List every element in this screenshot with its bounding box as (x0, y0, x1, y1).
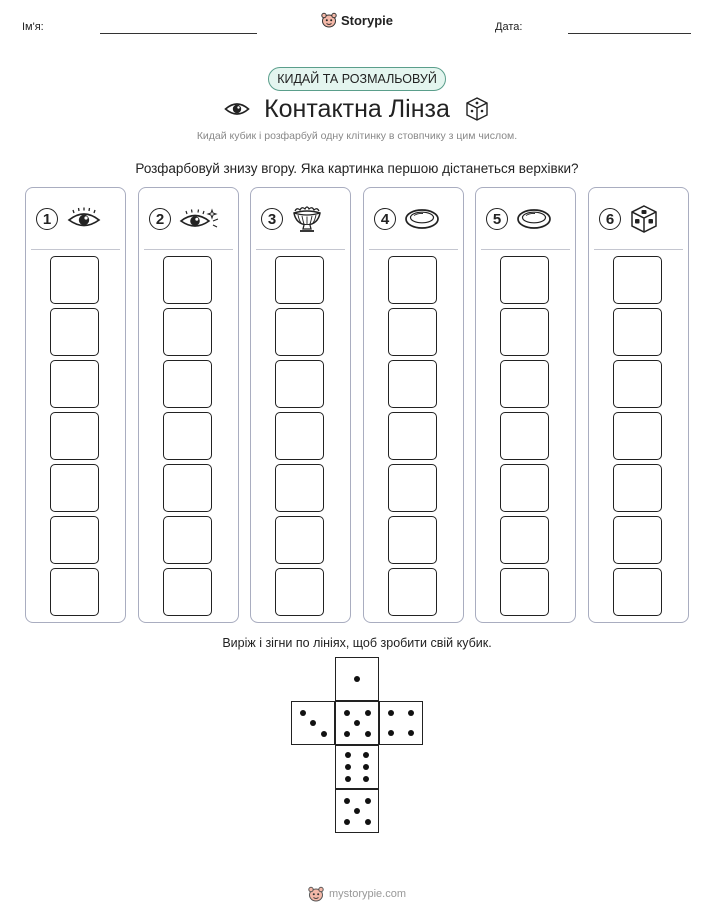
cell-stack (50, 256, 99, 620)
contact-lens-icon (516, 207, 552, 231)
coloring-cell[interactable] (388, 308, 437, 356)
column-divider (144, 249, 233, 250)
coloring-cell[interactable] (500, 568, 549, 616)
coloring-cell[interactable] (275, 308, 324, 356)
die-pip (388, 710, 394, 716)
die-pip (310, 720, 316, 726)
coloring-cell[interactable] (50, 464, 99, 512)
die-face-right (379, 701, 423, 745)
coloring-cell[interactable] (50, 256, 99, 304)
column-divider (31, 249, 120, 250)
column-header (149, 204, 232, 234)
coloring-cell[interactable] (613, 412, 662, 460)
coloring-cell[interactable] (50, 568, 99, 616)
column-1 (25, 187, 126, 623)
coloring-cell[interactable] (613, 464, 662, 512)
die-pip (344, 731, 350, 737)
cell-stack (275, 256, 324, 620)
column-5 (475, 187, 576, 623)
coloring-cell[interactable] (500, 464, 549, 512)
contact-lens-icon (404, 207, 440, 231)
brand-logo (0, 12, 714, 28)
coloring-cell[interactable] (275, 516, 324, 564)
coloring-cell[interactable] (50, 412, 99, 460)
activity-tag: КИДАЙ ТА РОЗМАЛЬОВУЙ (268, 67, 446, 91)
coloring-cell[interactable] (163, 256, 212, 304)
die-pip (388, 730, 394, 736)
coloring-cell[interactable] (50, 308, 99, 356)
column-6 (588, 187, 689, 623)
eye-icon (224, 100, 250, 118)
die-pip (354, 808, 360, 814)
coloring-cell[interactable] (275, 412, 324, 460)
coloring-cell[interactable] (500, 256, 549, 304)
column-number: 6 (599, 208, 621, 230)
date-line (568, 33, 691, 34)
coloring-cell[interactable] (613, 308, 662, 356)
name-label: Ім'я: (22, 21, 44, 33)
page-title: Контактна Лінза (264, 94, 450, 123)
column-number: 4 (374, 208, 396, 230)
die-pip (354, 676, 360, 682)
cell-stack (163, 256, 212, 620)
coloring-cell[interactable] (613, 256, 662, 304)
coloring-cell[interactable] (275, 464, 324, 512)
coloring-cell[interactable] (500, 308, 549, 356)
die-pip (321, 731, 327, 737)
die-pip (408, 730, 414, 736)
footer-url: mystorypie.com (328, 888, 407, 900)
die-face-below (335, 745, 379, 789)
coloring-cell[interactable] (388, 568, 437, 616)
column-header (599, 204, 682, 234)
column-number: 3 (261, 208, 283, 230)
cut-instruction: Виріж і зігни по лініях, щоб зробити свій кубик. (222, 636, 492, 650)
coloring-cell[interactable] (50, 360, 99, 408)
coloring-cell[interactable] (163, 308, 212, 356)
die-pip (365, 710, 371, 716)
coloring-cell[interactable] (388, 256, 437, 304)
die-pip (363, 776, 369, 782)
storypie-mascot-icon (308, 886, 324, 902)
die-face-bottom (335, 789, 379, 833)
die-face-left (291, 701, 335, 745)
coloring-cell[interactable] (500, 516, 549, 564)
coloring-cell[interactable] (50, 516, 99, 564)
die-face-center (335, 701, 379, 745)
die-pip (408, 710, 414, 716)
die-pip (363, 752, 369, 758)
column-number: 5 (486, 208, 508, 230)
eye-icon (66, 207, 102, 231)
coloring-cell[interactable] (500, 360, 549, 408)
coloring-cell[interactable] (163, 464, 212, 512)
column-divider (256, 249, 345, 250)
column-header (261, 204, 344, 234)
title-row (0, 92, 714, 126)
column-header (36, 204, 119, 234)
date-label: Дата: (495, 21, 523, 33)
die-face-top (335, 657, 379, 701)
column-2 (138, 187, 239, 623)
coloring-cell[interactable] (613, 568, 662, 616)
coloring-cell[interactable] (275, 568, 324, 616)
dice-icon (464, 96, 490, 122)
column-divider (369, 249, 458, 250)
coloring-cell[interactable] (163, 412, 212, 460)
coloring-cell[interactable] (275, 256, 324, 304)
storypie-mascot-icon (321, 12, 337, 28)
die-pip (363, 764, 369, 770)
coloring-cell[interactable] (163, 568, 212, 616)
die-pip (345, 776, 351, 782)
subtitle: Кидай кубик і розфарбуй одну клітинку в стовпчику з цим числом. (196, 130, 518, 142)
coloring-cell[interactable] (500, 412, 549, 460)
cell-stack (613, 256, 662, 620)
die-pip (354, 720, 360, 726)
cell-stack (388, 256, 437, 620)
instruction: Розфарбовуй знизу вгору. Яка картинка першою дістанеться верхівки? (135, 161, 579, 176)
die-pip (344, 798, 350, 804)
coloring-cell[interactable] (388, 464, 437, 512)
column-4 (363, 187, 464, 623)
die-pip (345, 752, 351, 758)
coloring-cell[interactable] (388, 360, 437, 408)
fancy-bowl-icon (291, 204, 323, 234)
coloring-cell[interactable] (388, 412, 437, 460)
column-divider (481, 249, 570, 250)
coloring-cell[interactable] (613, 516, 662, 564)
die-pip (344, 710, 350, 716)
coloring-cell[interactable] (163, 516, 212, 564)
brand-name: Storypie (340, 12, 393, 28)
footer (0, 886, 714, 902)
die-pip (365, 731, 371, 737)
name-line (100, 33, 257, 34)
coloring-cell[interactable] (275, 360, 324, 408)
coloring-cell[interactable] (388, 516, 437, 564)
cell-stack (500, 256, 549, 620)
die-pip (365, 798, 371, 804)
die-pip (344, 819, 350, 825)
coloring-cell[interactable] (613, 360, 662, 408)
column-header (374, 204, 457, 234)
column-3 (250, 187, 351, 623)
dice-icon (629, 204, 659, 234)
coloring-cell[interactable] (163, 360, 212, 408)
die-pip (345, 764, 351, 770)
sparkling-eye-icon (179, 206, 219, 232)
column-header (486, 204, 569, 234)
column-divider (594, 249, 683, 250)
die-pip (300, 710, 306, 716)
column-number: 2 (149, 208, 171, 230)
column-number: 1 (36, 208, 58, 230)
die-pip (365, 819, 371, 825)
